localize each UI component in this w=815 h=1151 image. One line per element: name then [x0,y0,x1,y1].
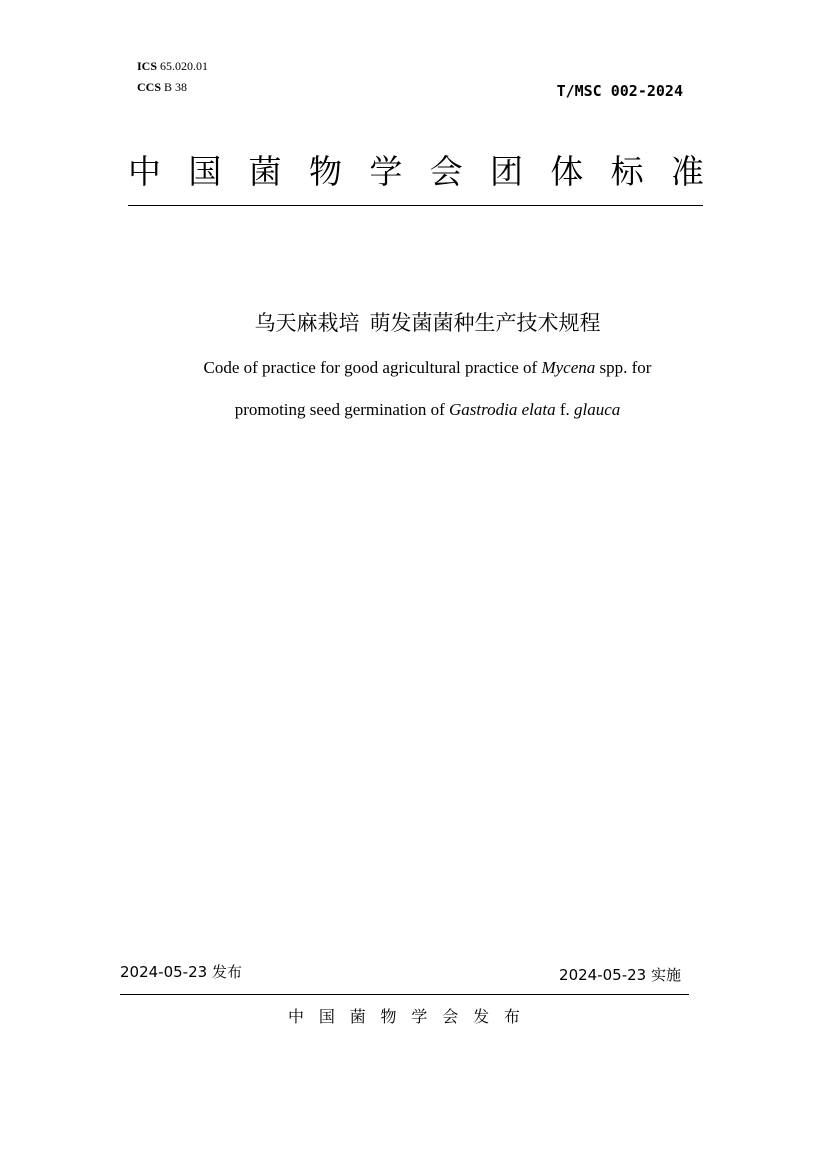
ccs-classification [137,79,187,95]
org-title-char: 团 [489,152,523,191]
publisher-char: 中 [288,1007,305,1026]
publisher-char: 学 [411,1007,428,1026]
ics-code: 65.020.01 [160,59,209,73]
org-title-char: 物 [308,152,342,191]
title-en-variety: glauca [574,400,621,419]
org-title-char: 体 [550,152,584,191]
release-date: 2024-05-23 发布 [120,963,242,981]
footer-divider [120,994,689,995]
org-title-char: 会 [429,152,463,191]
ccs-code: B 38 [164,80,188,94]
publisher-char: 发 [473,1007,490,1026]
org-title-char: 准 [670,152,704,191]
ccs-label: CCS [137,80,162,94]
org-title-char: 标 [610,152,644,191]
title-en-text: spp. for [599,358,652,377]
title-en-text: Code of practice for good agricultural practice of [203,358,538,377]
organization-title [128,152,704,192]
header-divider [128,205,703,206]
ics-label: ICS [137,59,158,73]
document-title-en-line1 [0,357,815,379]
title-cn-part2: 萌发菌菌种生产技术规程 [369,311,601,335]
publisher-char: 菌 [349,1007,366,1026]
publisher-char: 物 [380,1007,397,1026]
org-title-char: 菌 [248,152,282,191]
standard-number: T/MSC 002-2024 [556,82,683,100]
title-cn-part1: 乌天麻栽培 [254,311,360,335]
title-en-text: f. [559,400,570,419]
publisher-char: 国 [318,1007,335,1026]
title-en-text: promoting seed germination of [234,400,445,419]
document-title-cn [0,308,815,338]
title-en-species: Gastrodia elata [449,400,556,419]
publisher [288,1006,520,1028]
implementation-date: 2024-05-23 实施 [559,966,681,984]
org-title-char: 学 [369,152,403,191]
publisher-char: 会 [442,1007,459,1026]
document-title-en-line2 [0,399,815,421]
title-en-genus: Mycena [541,358,596,377]
publisher-char: 布 [503,1007,520,1026]
ics-classification [137,58,208,74]
org-title-char: 国 [188,152,222,191]
org-title-char: 中 [128,152,161,191]
